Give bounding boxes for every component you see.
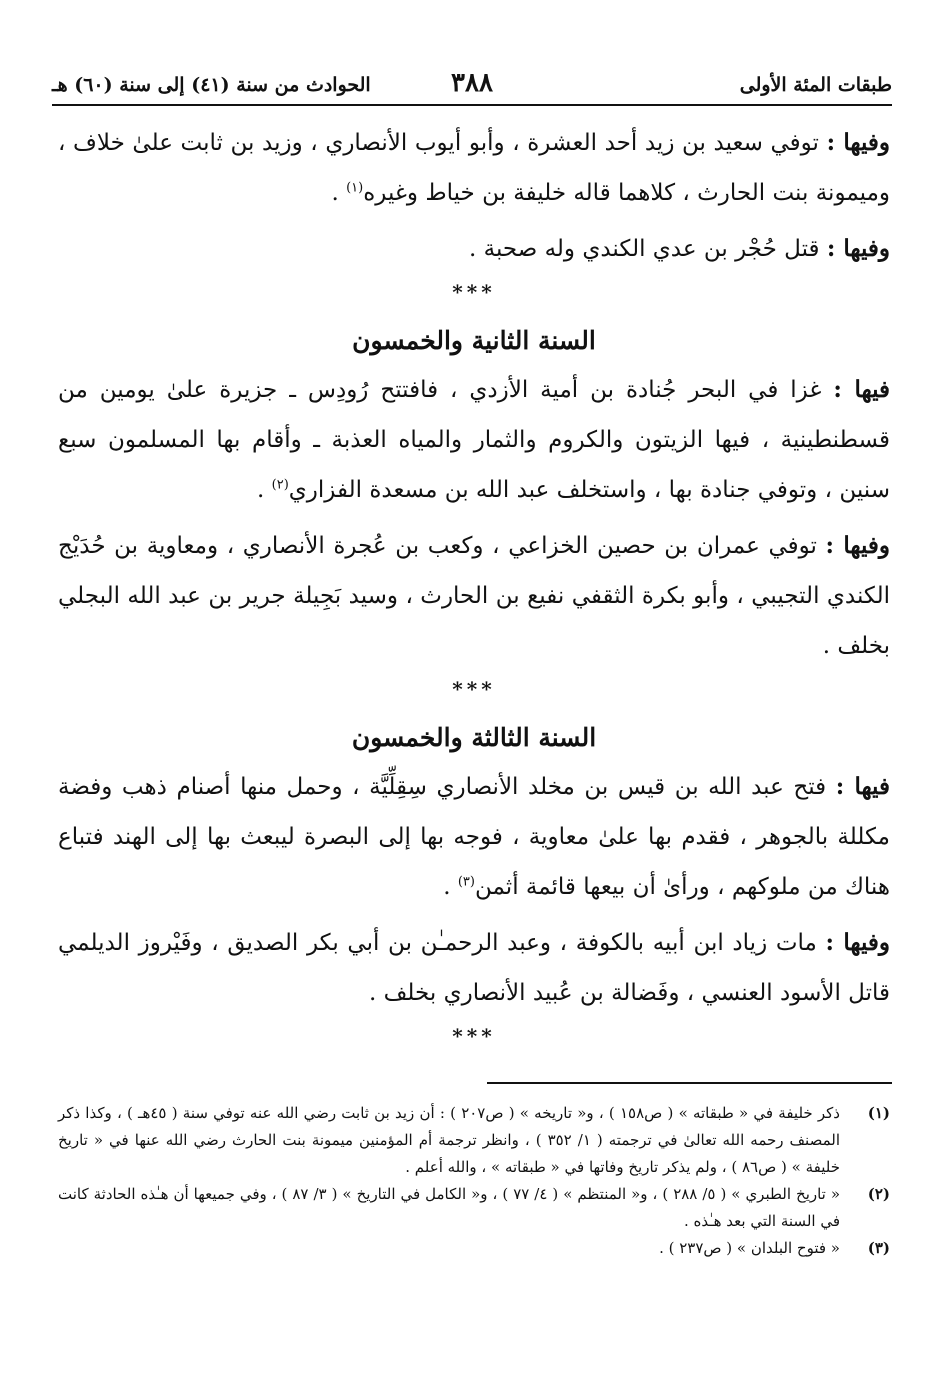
section-title: السنة الثانية والخمسون — [352, 326, 596, 355]
main-text — [58, 118, 890, 1070]
section-separator: *** — [452, 677, 496, 701]
paragraph-lead: فيها : — [833, 376, 890, 403]
paragraph — [58, 224, 890, 274]
page-number: ٣٨٨ — [451, 68, 493, 98]
paragraph-text: توفي سعيد بن زيد أحد العشرة ، وأبو أيوب الأنصاري ، وزيد بن ثابت علىٰ خلاف ، وميمونة بنت الحارث ، كلاهما قاله خليفة بن خياط وغيره — [58, 130, 890, 206]
footnote — [58, 1235, 890, 1262]
paragraph-text: مات زياد ابن أبيه بالكوفة ، وعبد الرحمـٰن بن أبي بكر الصديق ، وفَيْروز الديلمي قاتل الأسود العنسي ، وفَضالة بن عُبيد الأنصاري بخلف . — [58, 930, 890, 1006]
section-title: السنة الثالثة والخمسون — [351, 723, 597, 752]
footnotes — [58, 1100, 890, 1262]
footnote-text: ذكر خليفة في « طبقاته » ( ص١٥٨ ) ، و« تاريخه » ( ص٢٠٧ ) : أن زيد بن ثابت رضي الله عنه توفي سنة ( ٤٥هـ ) ، وكذا ذكر المصنف رحمه الله تعالىٰ في ترجمته ( ١/ ٣٥٢ ) ، وانظر ترجمة أم المؤمنين ميمونة بنت الحارث رضي الله عنها في « تاريخ خليفة » ( ص٨٦ ) ، ولم يذكر تاريخ وفاتها في « طبقاته » ، والله أعلم . — [58, 1104, 840, 1176]
paragraph — [58, 521, 890, 671]
section-separator: *** — [452, 280, 496, 304]
paragraph-lead: فيها : — [835, 773, 890, 800]
footnote-ref[interactable]: (٣) — [457, 874, 475, 890]
paragraph-text: فتح عبد الله بن قيس بن مخلد الأنصاري سِقِلِّيَّة ، وحمل منها أصنام ذهب وفضة مكللة بالجوهر ، فقدم بها علىٰ معاوية ، فوجه بها إلى البصرة ليبعث بها إلى الهند فتباع هناك من ملوكهم ، ورأىٰ أن بيعها قائمة أثمن — [58, 774, 890, 900]
paragraph-tail: . — [257, 477, 272, 503]
footnote-divider — [487, 1082, 892, 1084]
paragraph — [58, 918, 890, 1018]
footnote-ref[interactable]: (١) — [346, 180, 364, 196]
paragraph-text: قتل حُجْر بن عدي الكندي وله صحبة . — [469, 236, 827, 262]
paragraph-lead: وفيها : — [825, 929, 891, 956]
section-separator: *** — [452, 1024, 496, 1048]
running-header — [52, 68, 892, 108]
footnote-number: (٣) — [867, 1239, 890, 1257]
paragraph-lead: وفيها : — [825, 532, 890, 559]
running-title: الحوادث من سنة (٤١) إلى سنة (٦٠) هـ — [52, 74, 371, 96]
paragraph — [58, 118, 890, 218]
paragraph — [58, 365, 890, 515]
paragraph-lead: وفيها : — [826, 129, 890, 156]
paragraph — [58, 762, 890, 912]
paragraph-lead: وفيها : — [826, 235, 890, 262]
footnote — [58, 1100, 890, 1181]
footnote-text: « تاريخ الطبري » ( ٥/ ٢٨٨ ) ، و« المنتظم » ( ٤/ ٧٧ ) ، و« الكامل في التاريخ » ( ٣/ ٨٧ ) ، وفي جميعها أن هـٰذه الحادثة كانت في السنة التي بعد هـٰذه . — [58, 1185, 841, 1230]
footnote — [58, 1181, 890, 1235]
footnote-text: « فتوح البلدان » ( ص٢٣٧ ) . — [659, 1239, 840, 1257]
book-title: طبقات المئة الأولى — [739, 74, 892, 96]
paragraph-text: توفي عمران بن حصين الخزاعي ، وكعب بن عُجرة الأنصاري ، ومعاوية بن حُدَيْج الكندي التجيبي ، وأبو بكرة الثقفي نفيع بن الحارث ، وسيد بَجِيلة جرير بن عبد الله البجلي بخلف . — [58, 533, 890, 659]
paragraph-tail: . — [331, 180, 347, 206]
paragraph-tail: . — [443, 874, 458, 900]
paragraph-text: غزا في البحر جُنادة بن أمية الأزدي ، فافتتح رُودِس ـ جزيرة علىٰ يومين من قسطنطينية ، فيها الزيتون والكروم والثمار والمياه العذبة ـ وأقام بها المسلمون سبع سنين ، وتوفي جنادة بها ، واستخلف عبد الله بن مسعدة الفزاري — [58, 377, 890, 503]
footnote-number: (٢) — [867, 1185, 890, 1203]
footnote-ref[interactable]: (٢) — [271, 477, 289, 493]
footnote-number: (١) — [867, 1104, 890, 1122]
header-divider — [52, 104, 892, 106]
